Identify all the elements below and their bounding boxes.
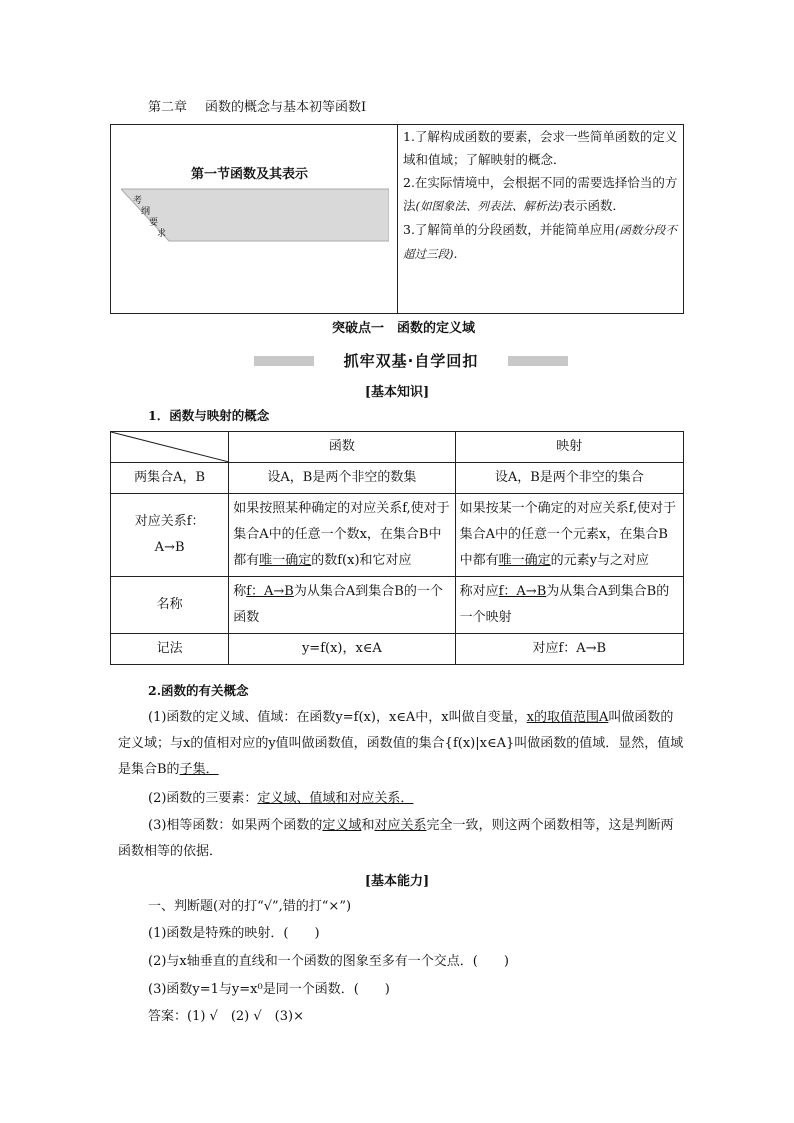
judge-title: 一、判断题(对的打“√”,错的打“×”) bbox=[148, 899, 352, 914]
exam-char: 考 bbox=[133, 196, 143, 206]
section-title: 第一节函数及其表示 bbox=[191, 167, 309, 182]
diagonal-cell bbox=[111, 432, 229, 463]
heading-1: 1．函数与映射的概念 bbox=[148, 408, 270, 423]
chapter-header bbox=[148, 96, 366, 115]
heading-2: 2.函数的有关概念 bbox=[148, 683, 249, 698]
mapping-cell: 对应f：A→B bbox=[455, 634, 683, 665]
requirement-1: 1.了解构成函数的要素，会求一些简单函数的定义域和值域；了解映射的概念． bbox=[403, 129, 678, 167]
exam-char: 求 bbox=[157, 229, 167, 239]
row-label: 名称 bbox=[111, 577, 229, 634]
requirement-3: 3.了解简单的分段函数，并能简单应用(函数分段不超过三段). bbox=[403, 222, 677, 261]
section-banner bbox=[254, 350, 568, 372]
basic-knowledge-heading: [基本知识] bbox=[364, 385, 430, 400]
question-3: (3)函数y=1与y=x⁰是同一个函数．( ) bbox=[148, 982, 390, 997]
table-row bbox=[111, 634, 684, 665]
header-function: 函数 bbox=[229, 432, 455, 463]
question-1: (1)函数是特殊的映射．( ) bbox=[148, 926, 320, 941]
requirements-list bbox=[403, 125, 679, 266]
exam-requirement-band bbox=[121, 187, 389, 243]
header-mapping: 映射 bbox=[455, 432, 683, 463]
table-row bbox=[111, 463, 684, 494]
chapter-label: 第二章 bbox=[148, 100, 188, 115]
exam-char: 纲 bbox=[141, 207, 151, 217]
row-label: 对应关系f： A→B bbox=[111, 494, 229, 577]
point-title: 突破点一 函数的定义域 bbox=[332, 321, 476, 336]
function-cell: y=f(x)，x∈A bbox=[229, 634, 455, 665]
row-label: 两集合A，B bbox=[111, 463, 229, 494]
table-row bbox=[111, 577, 684, 634]
paragraph-2: (2)函数的三要素：定义域、值域和对应关系． bbox=[148, 791, 414, 806]
answer-line: 答案：(1) √ (2) √ (3)× bbox=[148, 1009, 304, 1024]
requirement-2: 2.在实际情境中，会根据不同的需要选择恰当的方法(如图象法、列表法、解析法)表示函数． bbox=[403, 175, 678, 213]
function-cell: 如果按照某种确定的对应关系f,使对于集合A中的任意一个数x，在集合B中都有唯一确定的数f(x)和它对应 bbox=[229, 494, 455, 577]
basic-ability-heading: [基本能力] bbox=[364, 874, 430, 889]
mapping-cell: 如果按某一个确定的对应关系f,使对于集合A中的任意一个元素x，在集合B中都有唯一确定的元素y与之对应 bbox=[455, 494, 683, 577]
mapping-cell: 设A，B是两个非空的集合 bbox=[455, 463, 683, 494]
function-cell: 设A，B是两个非空的数集 bbox=[229, 463, 455, 494]
banner-bar-left bbox=[254, 356, 314, 366]
mapping-cell: 称对应f：A→B为从集合A到集合B的一个映射 bbox=[455, 577, 683, 634]
question-2: (2)与x轴垂直的直线和一个函数的图象至多有一个交点．( ) bbox=[148, 954, 509, 969]
paragraph-1: (1)函数的定义域、值域：在函数y=f(x)，x∈A中，x叫做自变量，x的取值范围A叫做函数的定义域；与x的值相对应的y值叫做函数值，函数值的集合{f(x)|x∈A}叫做函数的值域．显然，值域是集合B的子集． bbox=[118, 710, 684, 777]
banner-bar-right bbox=[508, 356, 568, 366]
chapter-title: 函数的概念与基本初等函数Ⅰ bbox=[205, 100, 367, 115]
paragraph-3: (3)相等函数：如果两个函数的定义域和对应关系完全一致，则这两个函数相等，这是判断两函数相等的依据． bbox=[118, 818, 674, 859]
table-row bbox=[111, 494, 684, 577]
outline-divider bbox=[397, 125, 398, 313]
row-label: 记法 bbox=[111, 634, 229, 665]
diagonal-line bbox=[111, 432, 229, 462]
table-header-row bbox=[111, 432, 684, 463]
exam-char: 要 bbox=[149, 218, 159, 228]
banner-label: 抓牢双基·自学回扣 bbox=[343, 352, 479, 370]
function-cell: 称f：A→B为从集合A到集合B的一个函数 bbox=[229, 577, 455, 634]
outline-table bbox=[110, 124, 684, 314]
concept-table bbox=[110, 431, 684, 665]
